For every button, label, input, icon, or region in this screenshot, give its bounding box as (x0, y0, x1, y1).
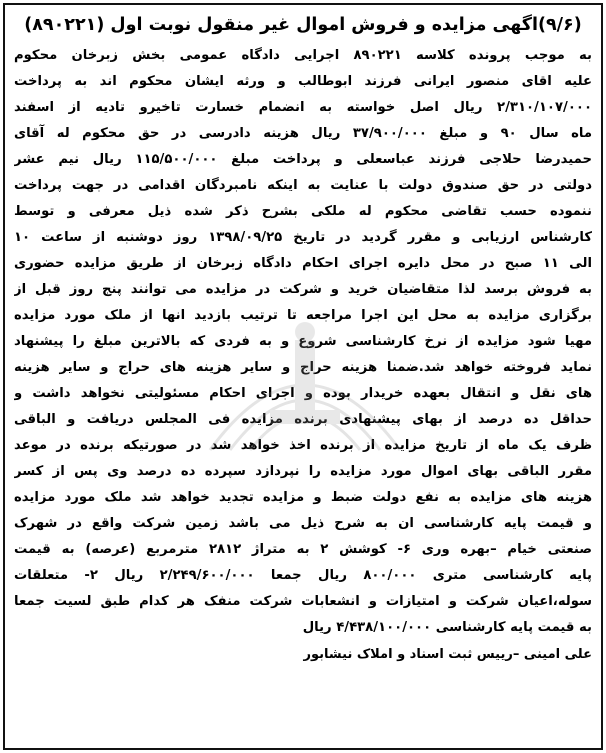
body-line: های نقل و انتقال بعهده خریدار بوده و اجرای احکام مسئولیتی نخواهد داشت و (14, 386, 592, 401)
notice-frame (3, 3, 603, 750)
body-line: نماید فروخته خواهد شد.ضمنا هزینه حراج و سایر هزینه های حراج و سایر هزینه (14, 360, 592, 375)
body-line: ننموده حسب تقاضی محکوم له ملکی بشرح ذکر شده ذیل معرفی و توسط (14, 204, 592, 219)
notice-title: (۹/۶)اگهی مزایده و فروش اموال غیر منقول نوبت اول (۸۹۰۲۲۱) (24, 15, 582, 35)
body-line: هزینه های مزایده به نفع دولت ضبط و مزایده تجدید خواهد شد ملک مورد مزایده (14, 490, 592, 505)
body-line: به موجب پرونده کلاسه ۸۹۰۲۲۱ اجرایی دادگاه عمومی بخش زبرخان محکوم (14, 48, 592, 63)
body-line: حمیدرضا حلاجی فرزند عباسعلی و پرداخت مبلغ ۱۱۵/۵۰۰/۰۰۰ ریال نیم عشر (14, 152, 592, 167)
body-line: برگزاری مزایده به محل این اجرا مراجعه تا ترتیب بازدید انها از ملک مورد مزایده (14, 308, 592, 323)
body-line: ظرف یک ماه از تاریخ مزایده از برنده اخذ خواهد شد در صورتیکه برنده در موعد (14, 438, 592, 453)
body-line: کارشناس ارزیابی و مقرر گردید در تاریخ ۱۳۹۸/۰۹/۲۵ روز دوشنبه از ساعت ۱۰ (14, 230, 592, 245)
notice-body (14, 43, 592, 641)
body-line: دولتی در حق صندوق دولت با عنایت به اینکه نامبردگان اقدامی در جهت پرداخت (14, 178, 592, 193)
body-line: مقرر الباقی بهای اموال مورد مزایده را نپردازد سپرده ده درصد وی پس از کسر (14, 464, 592, 479)
body-line: سوله،اعیان شرکت و امتیازات و انشعابات شرکت منفک هر کدام طبق لسیت جمعا (14, 594, 592, 609)
body-line: حداقل ده درصد از بهای پیشنهادی برنده مزایده فی المجلس دریافت و الباقی (14, 412, 592, 427)
body-line: ۲/۳۱۰/۱۰۷/۰۰۰ ریال اصل خواسته به انضمام خسارت تاخیرو تادیه از اسفند (14, 100, 592, 115)
signature-line: علی امینی –رییس ثبت اسناد و املاک نیشابور (303, 647, 592, 662)
body-line: به فروش برسد لذا متقاضیان خرید و شرکت در مزایده می توانند پنج روز قبل از (14, 282, 592, 297)
body-line: و قیمت پایه کارشناسی ان به شرح ذیل می باشد زمین شرکت واقع در شهرک (14, 516, 592, 531)
body-line: مهیا شود مزایده از نرخ کارشناسی شروع و به فردی که بالاترین مبلغ را پیشنهاد (14, 334, 592, 349)
body-line: الی ۱۱ صبح در محل دایره اجرای احکام دادگاه زبرخان از طریق مزایده حضوری (14, 256, 592, 271)
body-line: پایه کارشناسی متری ۸۰۰/۰۰۰ ریال جمعا ۲/۲۴۹/۶۰۰/۰۰۰ ریال ۲- متعلقات (14, 568, 592, 583)
body-line: به قیمت پایه کارشناسی ۴/۴۳۸/۱۰۰/۰۰۰ ریال (302, 620, 592, 635)
body-line: ماه سال ۹۰ و مبلغ ۳۷/۹۰۰/۰۰۰ ریال هزینه دادرسی در حق محکوم له آقای (14, 126, 592, 141)
body-line: علیه اقای منصور ایرانی فرزند ابوطالب و ورثه ایشان محکوم اند به پرداخت (14, 74, 592, 89)
body-line: صنعتی خیام –بهره وری ۶- کوشش ۲ به متراژ ۲۸۱۲ مترمربع (عرصه) به قیمت (14, 542, 592, 557)
